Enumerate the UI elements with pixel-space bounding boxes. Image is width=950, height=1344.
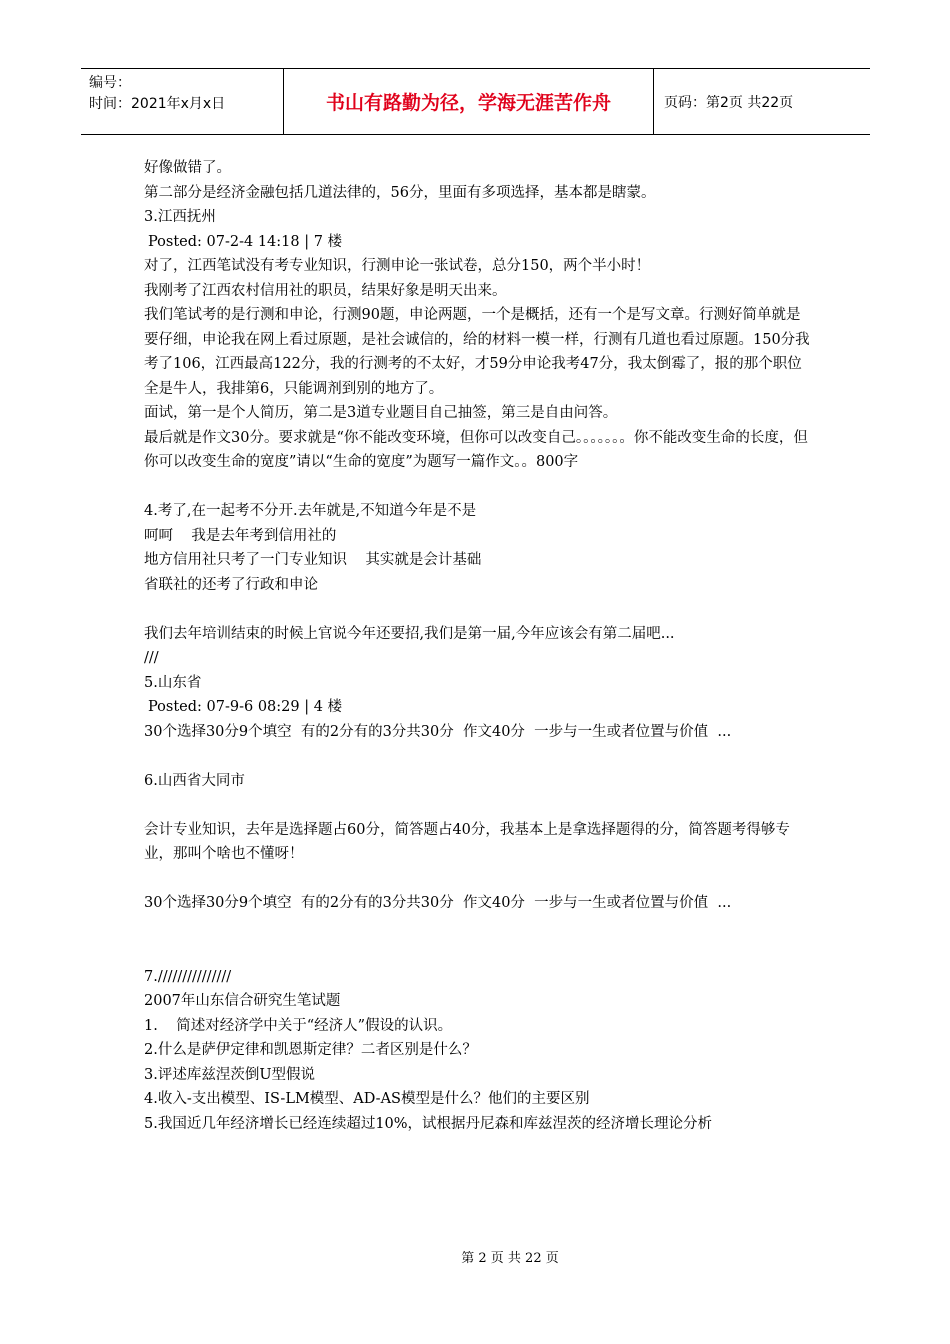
body-line: 地方信用社只考了一门专业知识 其实就是会计基础: [144, 552, 482, 568]
document-body: [144, 156, 812, 1136]
body-line: 我们去年培训结束的时候上官说今年还要招,我们是第一届,今年应该会有第二届吧...: [144, 625, 675, 642]
spacer: [144, 916, 812, 965]
spacer: [144, 475, 812, 500]
separator-line: ///: [144, 650, 159, 666]
body-paragraph: 我们笔试考的是行测和申论，行测90题，申论两题，一个是概括，还有一个是写文章。行测好简单就是要仔细，申论我在网上看过原题，是社会诚信的，给的材料一模一样，行测有几道也看过原题。150分我考了106，江西最高122分，我的行测考的不太好，才59分申论我考47分，我太倒霉了，报的那个职位全是牛人，我排第6，只能调剂到别的地方了。: [144, 307, 810, 397]
body-paragraph: 最后就是作文30分。要求就是“你不能改变环境，但你可以改变自己。。。。。。。你不能改变生命的长度，但你可以改变生命的宽度”请以“生命的宽度”为题写一篇作文。。800字: [144, 429, 808, 470]
exam-question: 5.我国近几年经济增长已经连续超过10%，试根据丹尼森和库兹涅茨的经济增长理论分析: [144, 1115, 713, 1132]
section-heading: 4.考了,在一起考不分开.去年就是,不知道今年是不是: [144, 503, 477, 519]
body-line: 好像做错了。: [144, 160, 231, 176]
body-line: 我刚考了江西农村信用社的职员，结果好象是明天出来。: [144, 282, 507, 299]
body-paragraph: 30个选择30分9个填空 有的2分有的3分共30分 作文40分 一步与一生或者位置与价值 ...: [144, 723, 732, 740]
section-heading: 7.///////////////: [144, 968, 232, 985]
section-heading: 6.山西省大同市: [144, 772, 245, 789]
body-line: 面试，第一是个人简历，第二是3道专业题目自己抽签，第三是自由问答。: [144, 405, 618, 421]
document-number-label: 编号：: [89, 75, 131, 91]
page-header: [81, 68, 870, 135]
section-heading: 3.江西抚州: [144, 209, 216, 225]
spacer: [144, 793, 812, 818]
spacer: [144, 867, 812, 892]
exam-question: 3.评述库兹涅茨倒U型假说: [144, 1066, 316, 1083]
body-paragraph: 30个选择30分9个填空 有的2分有的3分共30分 作文40分 一步与一生或者位置与价值 ...: [144, 895, 732, 911]
header-motto: 书山有路勤为径，学海无涯苦作舟: [283, 69, 654, 134]
post-meta: Posted: 07-2-4 14:18 | 7 楼: [148, 233, 343, 250]
body-line: 对了，江西笔试没有考专业知识，行测申论一张试卷，总分150，两个半小时！: [144, 258, 651, 274]
exam-question: 1. 简述对经济学中关于“经济人”假设的认识。: [144, 1017, 453, 1034]
header-page-label: 页码：第2页 共22页: [664, 94, 794, 111]
post-meta: Posted: 07-9-6 08:29 | 4 楼: [148, 699, 343, 715]
section-heading: 5.山东省: [144, 674, 202, 691]
body-line: 呵呵 我是去年考到信用社的: [144, 527, 337, 544]
body-paragraph: 会计专业知识，去年是选择题占60分，简答题占40分，我基本上是拿选择题得的分，简答题考得够专业，那叫个啥也不懂呀！: [144, 821, 790, 862]
spacer: [144, 744, 812, 769]
page-footer: 第 2 页 共 22 页: [461, 1251, 559, 1266]
body-line: 第二部分是经济金融包括几道法律的，56分，里面有多项选择，基本都是瞎蒙。: [144, 184, 656, 201]
exam-question: 4.收入-支出模型、IS-LM模型、AD-AS模型是什么？他们的主要区别: [144, 1091, 590, 1107]
document-date-label: 时间：2021年x月x日: [89, 96, 226, 112]
exam-title: 2007年山东信合研究生笔试题: [144, 993, 341, 1009]
header-meta: [81, 69, 283, 134]
spacer: [144, 597, 812, 622]
body-line: 省联社的还考了行政和申论: [144, 576, 318, 593]
exam-question: 2.什么是萨伊定律和凯恩斯定律？二者区别是什么？: [144, 1042, 477, 1058]
